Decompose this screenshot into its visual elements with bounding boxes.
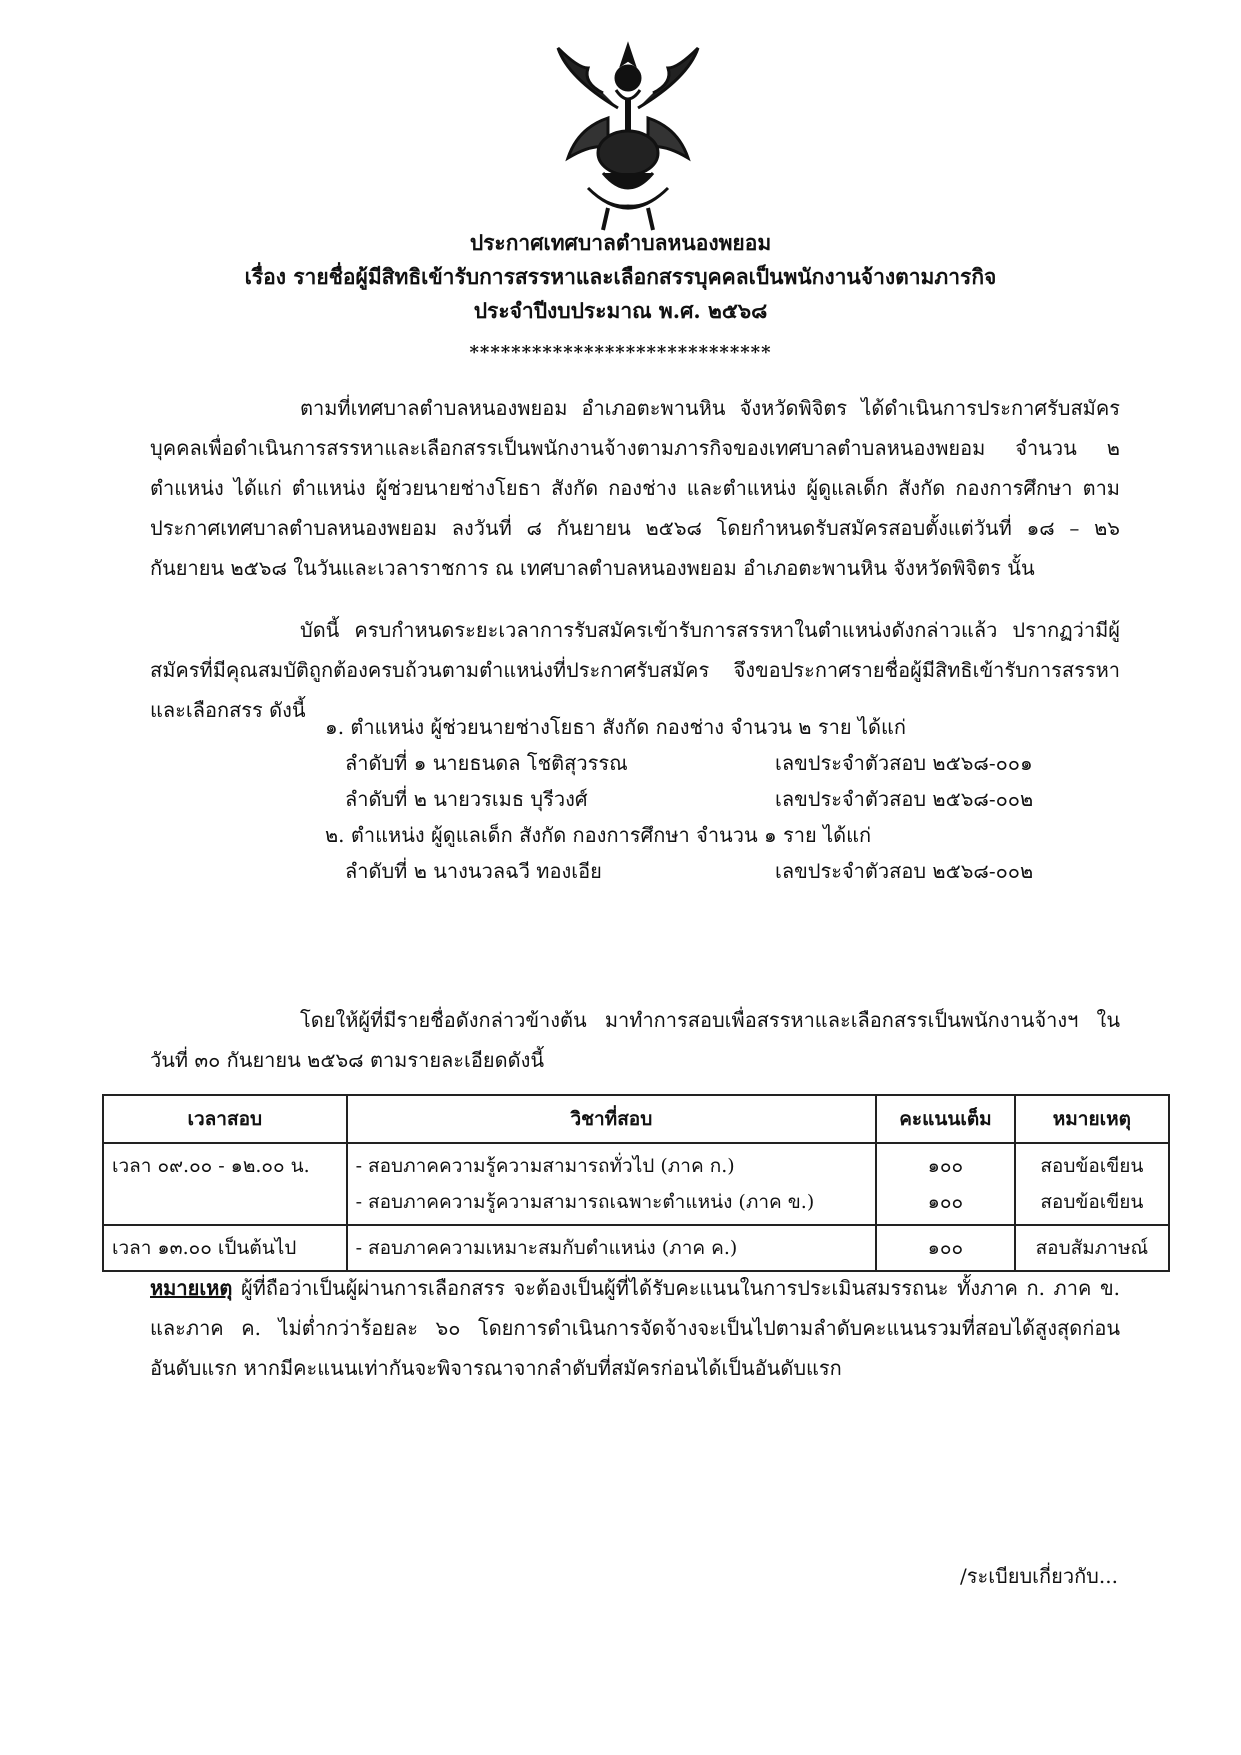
row-2-subject-1: - สอบภาคความเหมาะสมกับตำแหน่ง (ภาค ค.) (355, 1237, 738, 1259)
row-1-score-2: ๑๐๐ (927, 1191, 964, 1213)
garuda-emblem-icon (548, 38, 708, 238)
announcement-fiscal-year: ประจำปีงบประมาณ พ.ศ. ๒๕๖๘ (473, 298, 768, 323)
paragraph-announcement: บัดนี้ ครบกำหนดระยะเวลาการรับสมัครเข้ารับการสรรหาในตำแหน่งดังกล่าวแล้ว ปรากฏว่ามีผู้สมัครที่มีคุณสมบัติถูกต้องครบถ้วนตามตำแหน่งที่ประกาศรับสมัคร จึงขอประกาศรายชื่อผู้มีสิทธิเข้ารับการสรรหาและเลือกสรร ดังนี้ (150, 618, 1120, 722)
exam-schedule-table (102, 1094, 1170, 1272)
note-label: หมายเหตุ (150, 1276, 233, 1300)
candidate-1-1-exam-id: เลขประจำตัวสอบ ๒๕๖๘-๐๐๑ (775, 751, 1033, 775)
row-1-remarks (1015, 1143, 1169, 1225)
row-2-subjects (347, 1225, 877, 1271)
header-time: เวลาสอบ (103, 1095, 347, 1143)
row-1-scores (876, 1143, 1015, 1225)
header-score: คะแนนเต็ม (876, 1095, 1015, 1143)
header-subject: วิชาที่สอบ (347, 1095, 877, 1143)
row-1-remark-2: สอบข้อเขียน (1040, 1191, 1144, 1213)
table-header-row (103, 1095, 1169, 1143)
table-row (103, 1225, 1169, 1271)
row-2-scores (876, 1225, 1015, 1271)
separator-stars: ***************************** (469, 342, 772, 363)
announcement-title: ประกาศเทศบาลตำบลหนองพยอม (469, 230, 772, 255)
candidate-1-2-exam-id: เลขประจำตัวสอบ ๒๕๖๘-๐๐๒ (775, 787, 1034, 811)
row-2-remark-1: สอบสัมภาษณ์ (1035, 1237, 1149, 1259)
row-1-remark-1: สอบข้อเขียน (1040, 1155, 1144, 1177)
row-1-score-1: ๑๐๐ (927, 1155, 964, 1177)
note-text: ผู้ที่ถือว่าเป็นผู้ผ่านการเลือกสรร จะต้องเป็นผู้ที่ได้รับคะแนนในการประเมินสมรรถนะ ทั้งภาค ก. ภาค ข. และภาค ค. ไม่ต่ำกว่าร้อยละ ๖๐ โดยการดำเนินการจัดจ้างจะเป็นไปตามลำดับคะแนนรวมที่สอบได้สูงสุดก่อนอันดับแรก หากมีคะแนนเท่ากันจะพิจารณาจากลำดับที่สมัครก่อนได้เป็นอันดับแรก (150, 1276, 1120, 1380)
header-remark: หมายเหตุ (1015, 1095, 1169, 1143)
candidate-2-1-order: ลำดับที่ ๒ นางนวลฉวี ทองเอีย (345, 859, 602, 883)
table-row (103, 1143, 1169, 1225)
row-2-remarks (1015, 1225, 1169, 1271)
paragraph-schedule: โดยให้ผู้ที่มีรายชื่อดังกล่าวข้างต้น มาทำการสอบเพื่อสรรหาและเลือกสรรเป็นพนักงานจ้างฯ ในวันที่ ๓๐ กันยายน ๒๕๖๘ ตามรายละเอียดดังนี้ (150, 1008, 1120, 1072)
position-1-heading: ๑. ตำแหน่ง ผู้ช่วยนายช่างโยธา สังกัด กองช่าง จำนวน ๒ ราย ได้แก่ (325, 715, 906, 739)
row-1-time: เวลา ๐๙.๐๐ - ๑๒.๐๐ น. (103, 1143, 347, 1225)
candidate-2-1-exam-id: เลขประจำตัวสอบ ๒๕๖๘-๐๐๒ (775, 859, 1034, 883)
note-paragraph (150, 1268, 1120, 1388)
announcement-subject: เรื่อง รายชื่อผู้มีสิทธิเข้ารับการสรรหาและเลือกสรรบุคคลเป็นพนักงานจ้างตามภารกิจ (244, 264, 997, 289)
row-1-subjects (347, 1143, 877, 1225)
row-2-time: เวลา ๑๓.๐๐ เป็นต้นไป (103, 1225, 347, 1271)
position-2-heading: ๒. ตำแหน่ง ผู้ดูแลเด็ก สังกัด กองการศึกษา จำนวน ๑ ราย ได้แก่ (325, 823, 872, 847)
row-1-subject-2: - สอบภาคความรู้ความสามารถเฉพาะตำแหน่ง (ภาค ข.) (355, 1191, 815, 1213)
candidate-1-2-order: ลำดับที่ ๒ นายวรเมธ บุรีวงศ์ (345, 787, 588, 811)
paragraph-intro: ตามที่เทศบาลตำบลหนองพยอม อำเภอตะพานหิน จังหวัดพิจิตร ได้ดำเนินการประกาศรับสมัครบุคคลเพื่อดำเนินการสรรหาและเลือกสรรเป็นพนักงานจ้างตามภารกิจของเทศบาลตำบลหนองพยอม จำนวน ๒ ตำแหน่ง ได้แก่ ตำแหน่ง ผู้ช่วยนายช่างโยธา สังกัด กองช่าง และตำแหน่ง ผู้ดูแลเด็ก สังกัด กองการศึกษา ตามประกาศเทศบาลตำบลหนองพยอม ลงวันที่ ๘ กันยายน ๒๕๖๘ โดยกำหนดรับสมัครสอบตั้งแต่วันที่ ๑๘ – ๒๖ กันยายน ๒๕๖๘ ในวันและเวลาราชการ ณ เทศบาลตำบลหนองพยอม อำเภอตะพานหิน จังหวัดพิจิตร นั้น (150, 396, 1120, 580)
continuation-ref: /ระเบียบเกี่ยวกับ... (960, 1564, 1118, 1588)
row-2-score-1: ๑๐๐ (927, 1237, 964, 1259)
row-1-subject-1: - สอบภาคความรู้ความสามารถทั่วไป (ภาค ก.) (355, 1155, 735, 1177)
candidate-1-1-order: ลำดับที่ ๑ นายธนดล โชติสุวรรณ (345, 751, 628, 775)
